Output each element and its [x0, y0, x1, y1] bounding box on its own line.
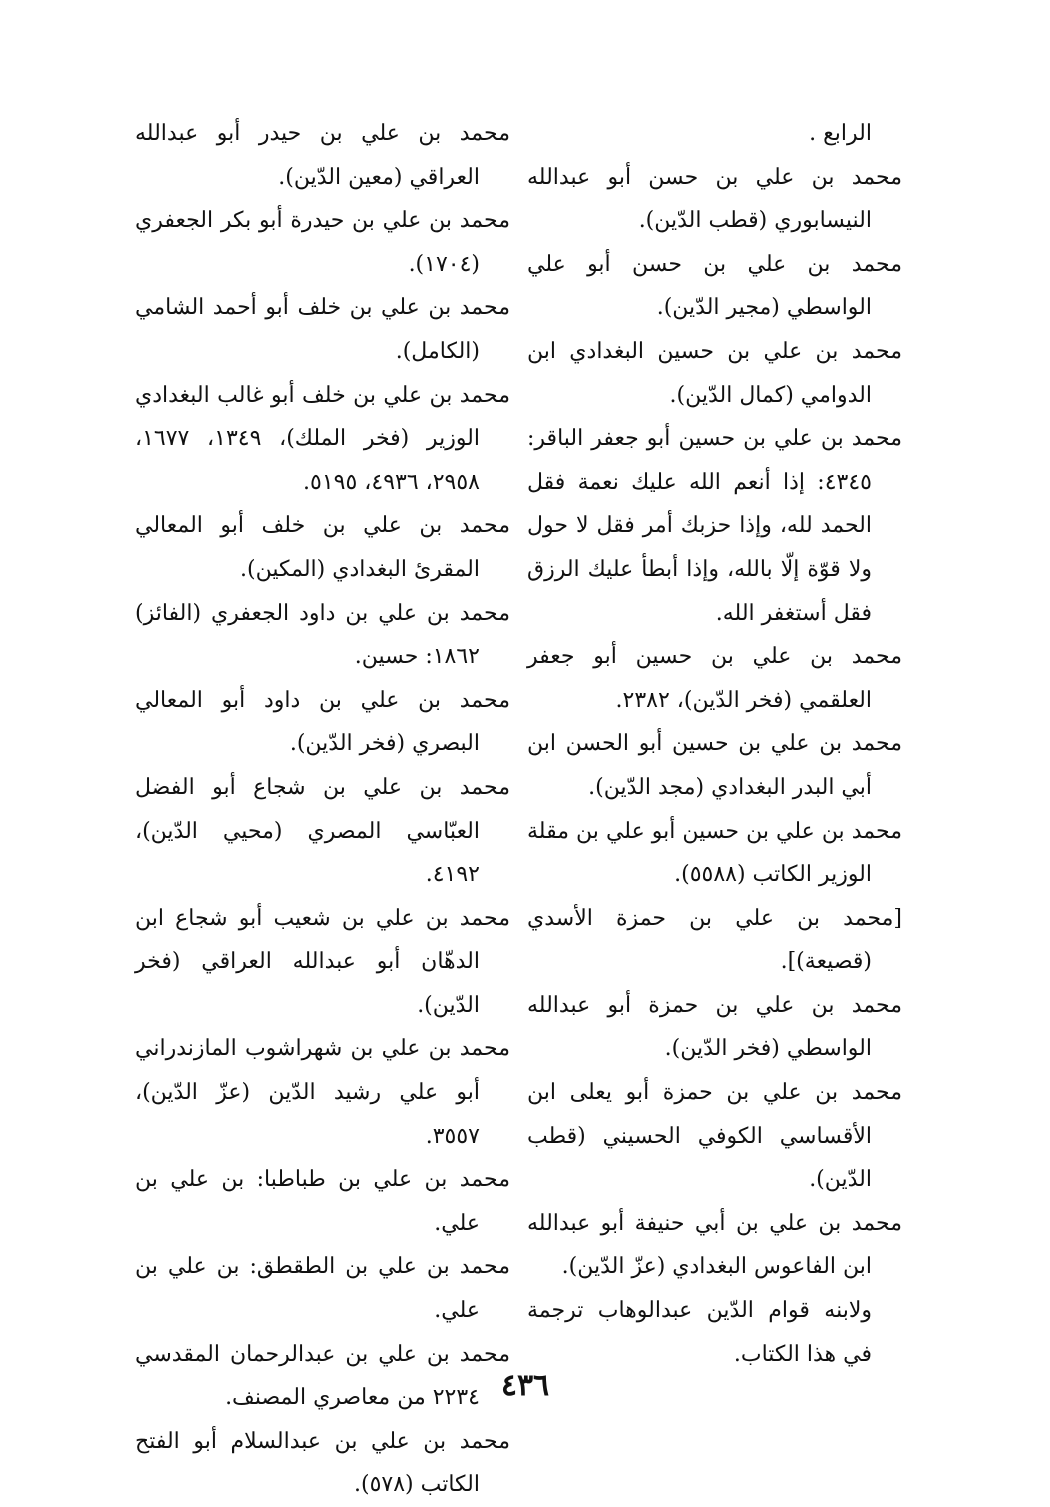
index-entry: محمد بن علي بن عبدالسلام أبو الفتح الكاتب (٥٧٨).	[135, 1428, 510, 1498]
index-entry: محمد بن علي بن حسين أبو جعفر الباقر: ٤٣٤٥: إذا أنعم الله عليك نعمة فقل الحمد لله، وإذا حزبك أمر فقل لا حول ولا قوّة إلّا بالله، وإذا أبطأ عليك الرزق فقل أستغفر الله.	[527, 426, 902, 626]
index-entry: ولابنه قوام الدّين عبدالوهاب ترجمة في هذا الكتاب.	[527, 1298, 872, 1367]
index-entry: محمد بن علي بن خلف أبو المعالي المقرئ البغدادي (المكين).	[135, 513, 510, 582]
index-entry: محمد بن علي بن داود الجعفري (الفائز) ١٨٦٢: حسين.	[135, 600, 510, 670]
index-entry: محمد بن علي بن الطقطق: بن علي بن علي.	[135, 1254, 510, 1324]
left-column	[135, 112, 510, 1507]
index-entry: محمد بن علي بن حسن أبو عبدالله النيسابوري (قطب الدّين).	[527, 164, 902, 234]
index-entry: محمد بن علي بن حسين أبو الحسن ابن أبي البدر البغدادي (مجد الدّين).	[527, 731, 902, 800]
index-entry: محمد بن علي بن حيدرة أبو بكر الجعفري (١٧٠٤).	[135, 208, 510, 277]
index-entry: الرابع .	[809, 121, 872, 146]
index-entry: محمد بن علي بن حسن أبو علي الواسطي (مجير الدّين).	[527, 251, 902, 321]
index-entry: محمد بن علي بن خلف أبو غالب البغدادي الوزير (فخر الملك)، ١٣٤٩، ١٦٧٧، ٢٩٥٨، ٤٩٣٦، ٥١٩٥.	[135, 382, 510, 495]
index-entry: [محمد بن علي بن حمزة الأسدي (قصيعة)].	[527, 905, 902, 975]
index-entry: محمد بن علي بن حمزة أبو عبدالله الواسطي (فخر الدّين).	[527, 992, 902, 1062]
index-entry: محمد بن علي بن طباطبا: بن علي بن علي.	[135, 1167, 510, 1236]
index-entry: محمد بن علي بن داود أبو المعالي البصري (فخر الدّين).	[135, 687, 510, 757]
index-entry: محمد بن علي بن حمزة أبو يعلى ابن الأقساسي الكوفي الحسيني (قطب الدّين).	[527, 1080, 902, 1193]
index-entry: محمد بن علي بن حسين أبو علي بن مقلة الوزير الكاتب (٥٥٨٨).	[527, 818, 902, 888]
index-entry: محمد بن علي بن شجاع أبو الفضل العبّاسي المصري (محيي الدّين)، ٤١٩٢.	[135, 774, 510, 888]
index-entry: محمد بن علي بن حيدر أبو عبدالله العراقي (معين الدّين).	[135, 121, 510, 190]
index-entry: محمد بن علي بن حسين أبو جعفر العلقمي (فخر الدّين)، ٢٣٨٢.	[527, 644, 902, 713]
right-column	[527, 112, 902, 1376]
index-entry: محمد بن علي بن عبدالرحمان المقدسي ٢٢٣٤ من معاصري المصنف.	[135, 1341, 510, 1411]
index-entry: محمد بن علي بن أبي حنيفة أبو عبدالله ابن الفاعوس البغدادي (عزّ الدّين).	[527, 1210, 902, 1280]
index-entry: محمد بن علي بن خلف أبو أحمد الشامي (الكامل).	[135, 295, 510, 364]
index-entry: محمد بن علي بن شهراشوب المازندراني أبو علي رشيد الدّين (عزّ الدّين)، ٣٥٥٧.	[135, 1036, 510, 1149]
page-number: ٤٣٦	[500, 1368, 550, 1403]
index-entry: محمد بن علي بن حسين البغدادي ابن الدوامي (كمال الدّين).	[527, 338, 902, 408]
index-entry: محمد بن علي بن شعيب أبو شجاع ابن الدهّان أبو عبدالله العراقي (فخر الدّين).	[135, 905, 510, 1018]
